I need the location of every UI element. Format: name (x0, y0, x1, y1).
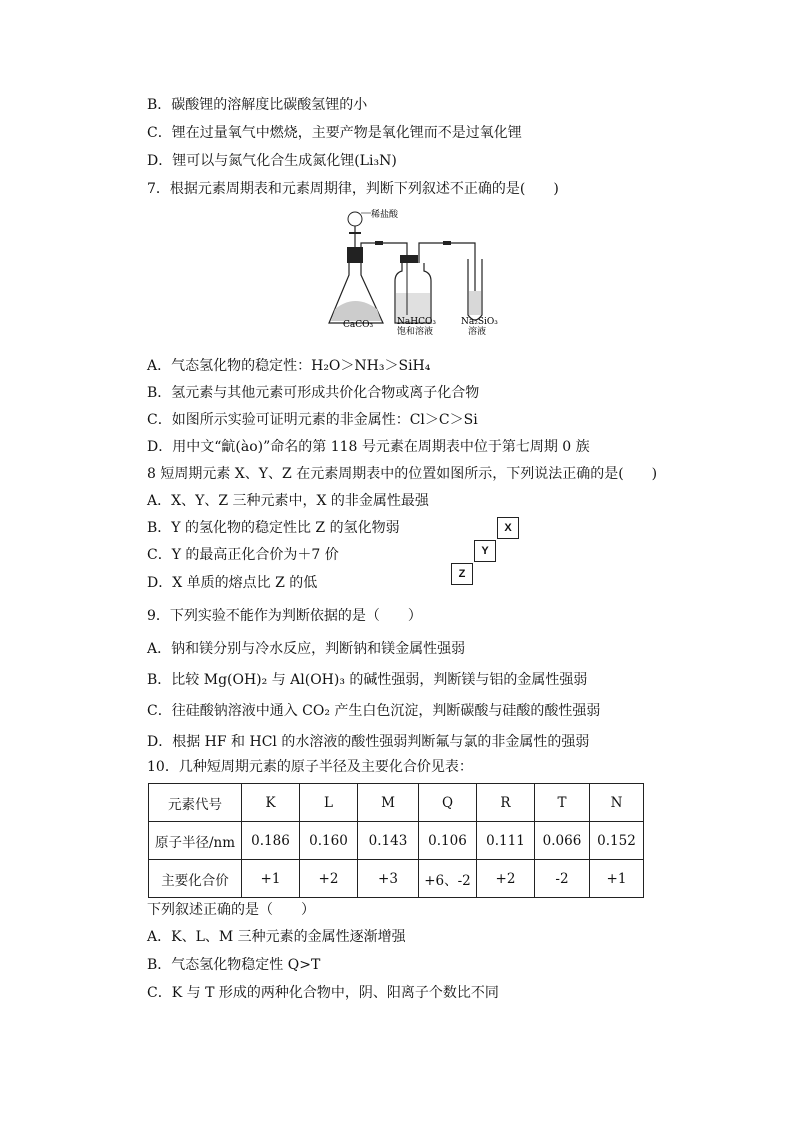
q8-option-b: B．Y 的氢化物的稳定性比 Z 的氢化物弱 (147, 520, 400, 536)
q8-option-c: C．Y 的最高正化合价为＋7 价 (147, 547, 339, 563)
table-cell: 0.111 (477, 822, 535, 860)
q9-option-c: C．往硅酸钠溶液中通入 CO₂ 产生白色沉淀，判断碳酸与硅酸的酸性强弱 (147, 703, 601, 719)
q6-option-d: D．锂可以与氮气化合生成氮化锂(Li₃N) (147, 153, 397, 169)
table-header-cell: K (242, 784, 300, 822)
q9-option-d: D．根据 HF 和 HCl 的水溶液的酸性强弱判断氟与氯的非金属性的强弱 (147, 734, 590, 750)
table-cell: +2 (477, 860, 535, 898)
q7-option-a: A．气态氢化物的稳定性：H₂O＞NH₃＞SiH₄ (147, 358, 431, 374)
table-row (149, 822, 644, 860)
bottle-stopper (400, 255, 418, 263)
periodic-cell-z: Z (451, 563, 473, 585)
table-cell: +3 (358, 860, 419, 898)
table-header-cell: N (590, 784, 644, 822)
table-row (149, 860, 644, 898)
periodic-cell-x: X (497, 517, 519, 539)
table-cell: 0.152 (590, 822, 644, 860)
q10-option-a: A．K、L、M 三种元素的金属性逐渐增强 (147, 929, 406, 945)
q7-option-c: C．如图所示实验可证明元素的非金属性：Cl＞C＞Si (147, 412, 478, 428)
funnel-bulb (348, 212, 362, 226)
table-cell: +1 (590, 860, 644, 898)
bottle-label-2: 饱和溶液 (397, 327, 434, 337)
table-cell: +6、-2 (419, 860, 477, 898)
q10-option-b: B．气态氢化物稳定性 Q>T (147, 957, 321, 973)
tube-label-2: 溶液 (468, 327, 487, 337)
table-header-cell: Q (419, 784, 477, 822)
bottle-label-1: NaHCO₃ (397, 317, 436, 327)
table-cell: -2 (535, 860, 590, 898)
table-cell: +1 (242, 860, 300, 898)
q8-option-a: A．X、Y、Z 三种元素中，X 的非金属性最强 (147, 493, 429, 509)
q10-stem: 10．几种短周期元素的原子半径及主要化合价见表： (147, 759, 473, 775)
table-header-cell: T (535, 784, 590, 822)
table-row (149, 784, 644, 822)
q8-option-d: D．X 单质的熔点比 Z 的低 (147, 575, 318, 591)
tube-label-1: Na₂SiO₃ (461, 317, 498, 327)
table-cell: 0.143 (358, 822, 419, 860)
table-header-cell: M (358, 784, 419, 822)
q9-option-b: B．比较 Mg(OH)₂ 与 Al(OH)₃ 的碱性强弱，判断镁与铝的金属性强弱 (147, 672, 588, 688)
table-cell: +2 (300, 860, 358, 898)
periodic-cell-y: Y (474, 540, 496, 562)
table-header-cell: 元素代号 (149, 784, 242, 822)
q9-stem: 9．下列实验不能作为判断依据的是（ ） (147, 608, 422, 624)
q7-option-b: B．氢元素与其他元素可形成共价化合物或离子化合物 (147, 385, 480, 401)
element-table (148, 783, 644, 898)
q7-stem: 7．根据元素周期表和元素周期律，判断下列叙述不正确的是( ) (147, 181, 559, 197)
q8-stem: 8 短周期元素 X、Y、Z 在元素周期表中的位置如图所示，下列说法正确的是( ) (147, 466, 658, 482)
q6-option-b: B．碳酸锂的溶解度比碳酸氢锂的小 (147, 97, 368, 113)
table-cell: 主要化合价 (149, 860, 242, 898)
table-header-cell: L (300, 784, 358, 822)
table-cell: 原子半径/nm (149, 822, 242, 860)
q10-followup: 下列叙述正确的是（ ） (147, 902, 315, 918)
table-header-cell: R (477, 784, 535, 822)
table-cell: 0.160 (300, 822, 358, 860)
q7-option-d: D．用中文“䶳(ào)”命名的第 118 号元素在周期表中位于第七周期 0 族 (147, 439, 590, 455)
table-cell: 0.106 (419, 822, 477, 860)
apparatus-figure (325, 203, 505, 343)
table-cell: 0.066 (535, 822, 590, 860)
q10-option-c: C．K 与 T 形成的两种化合物中，阴、阳离子个数比不同 (147, 985, 499, 1001)
q6-option-c: C．锂在过量氧气中燃烧，主要产物是氧化锂而不是过氧化锂 (147, 125, 522, 141)
flask-label: CaCO₃ (343, 320, 374, 330)
acid-label: 稀盐酸 (371, 210, 399, 220)
table-cell: 0.186 (242, 822, 300, 860)
q9-option-a: A．钠和镁分别与冷水反应，判断钠和镁金属性强弱 (147, 641, 466, 657)
